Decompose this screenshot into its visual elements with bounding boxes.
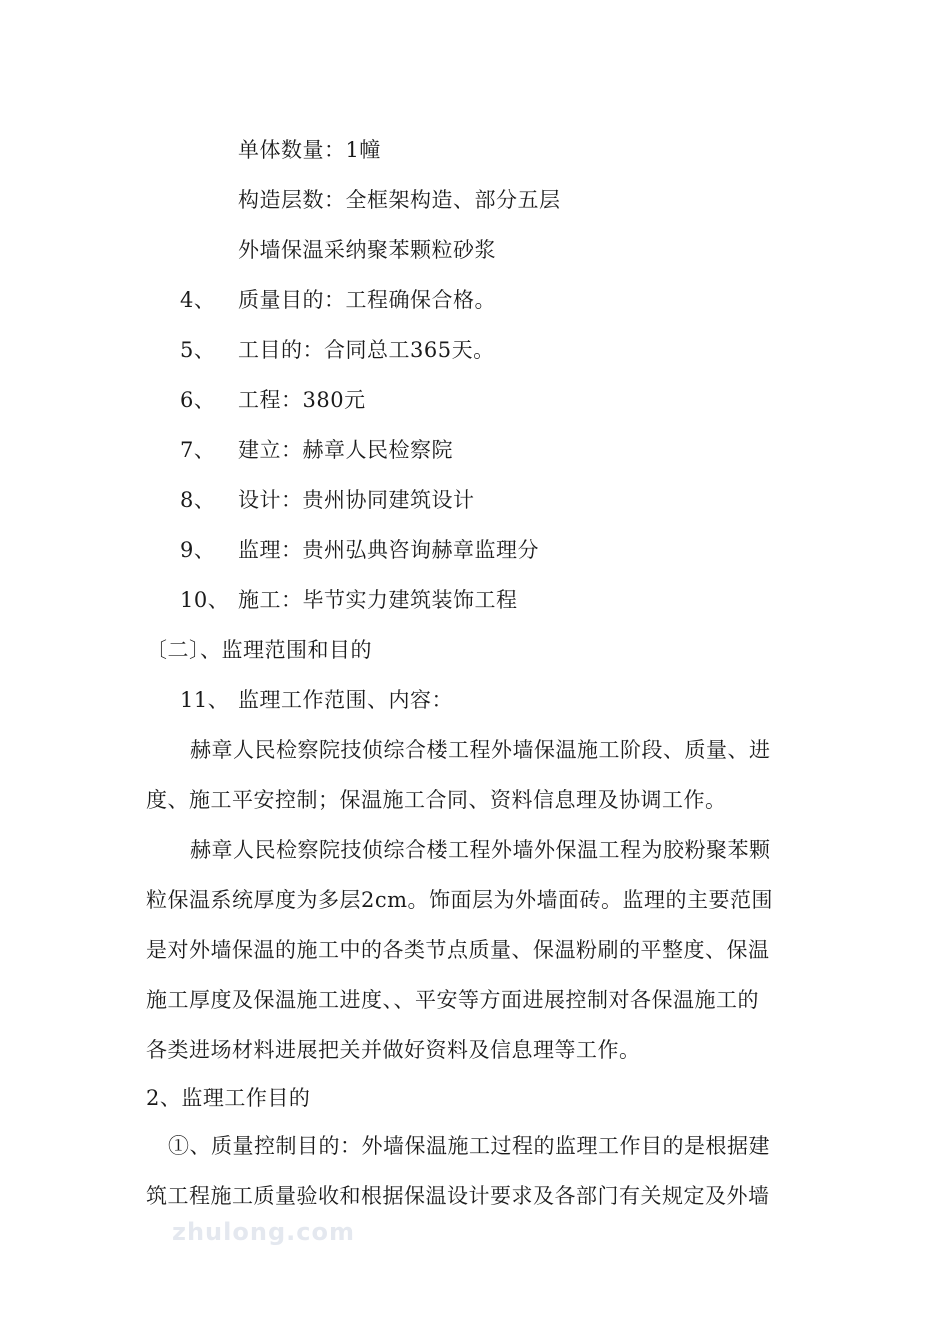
paragraph-line: 赫章人民检察院技侦综合楼工程外墙保温施工阶段、质量、进 xyxy=(190,738,771,762)
section-heading: 〔二〕、监理范围和目的 xyxy=(146,638,372,662)
list-item xyxy=(180,486,475,514)
item-text: 设计：贵州协同建筑设计 xyxy=(238,488,475,512)
item-number: 9、 xyxy=(180,538,216,562)
item-number: 11、 xyxy=(180,688,230,712)
header-line: 外墙保温采纳聚苯颗粒砂浆 xyxy=(238,238,496,262)
paragraph-line: ①、质量控制目的：外墙保温施工过程的监理工作目的是根据建 xyxy=(168,1134,770,1158)
header-line: 构造层数：全框架构造、部分五层 xyxy=(238,188,561,212)
paragraph-line: 筑工程施工质量验收和根据保温设计要求及各部门有关规定及外墙 xyxy=(146,1184,770,1208)
item-text: 工程：380元 xyxy=(238,388,366,412)
item-text: 施工：毕节实力建筑装饰工程 xyxy=(238,588,518,612)
list-item xyxy=(180,686,453,714)
item-text: 监理工作范围、内容： xyxy=(238,688,453,712)
item-text: 建立：赫章人民检察院 xyxy=(238,438,453,462)
item-number: 6、 xyxy=(180,388,216,412)
paragraph-line: 粒保温系统厚度为多层2cm。饰面层为外墙面砖。监理的主要范围 xyxy=(146,888,774,912)
paragraph-line: 是对外墙保温的施工中的各类节点质量、保温粉刷的平整度、保温 xyxy=(146,938,770,962)
item-text: 质量目的：工程确保合格。 xyxy=(238,288,496,312)
paragraph-line: 施工厚度及保温施工进度、、平安等方面进展控制对各保温施工的 xyxy=(146,988,759,1012)
list-item xyxy=(180,386,366,414)
item-number: 5、 xyxy=(180,338,216,362)
list-item xyxy=(180,286,496,314)
list-item xyxy=(180,336,495,364)
paragraph-line: 各类进场材料进展把关并做好资料及信息理等工作。 xyxy=(146,1038,641,1062)
item-number: 7、 xyxy=(180,438,216,462)
list-item xyxy=(180,436,453,464)
item-number: 8、 xyxy=(180,488,216,512)
item-number: 10、 xyxy=(180,588,230,612)
header-line: 单体数量：1幢 xyxy=(238,138,381,162)
item-number: 4、 xyxy=(180,288,216,312)
list-item xyxy=(180,536,539,564)
item-text: 工目的：合同总工365天。 xyxy=(238,338,495,362)
watermark: zhulong.com xyxy=(172,1218,355,1246)
sub-heading: 2、监理工作目的 xyxy=(146,1086,311,1110)
paragraph-line: 赫章人民检察院技侦综合楼工程外墙外保温工程为胶粉聚苯颗 xyxy=(190,838,771,862)
item-text: 监理：贵州弘典咨询赫章监理分 xyxy=(238,538,539,562)
list-item xyxy=(180,586,518,614)
paragraph-line: 度、施工平安控制；保温施工合同、资料信息理及协调工作。 xyxy=(146,788,727,812)
